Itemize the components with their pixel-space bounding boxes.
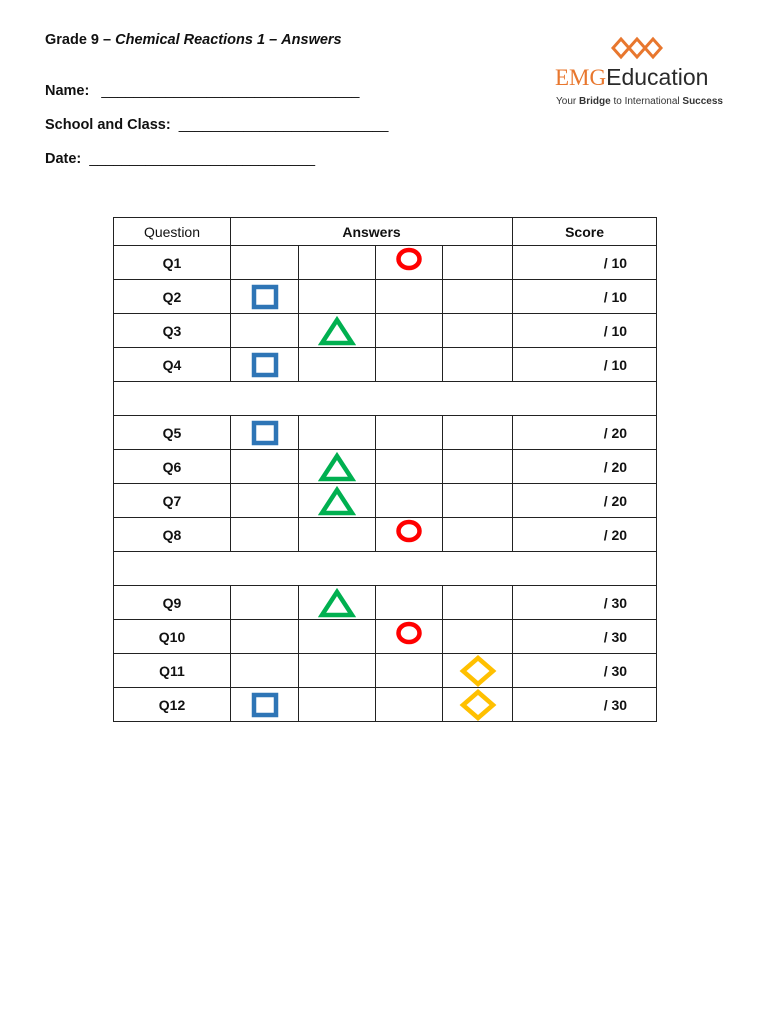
table-row xyxy=(114,314,657,348)
score-cell: / 10 xyxy=(513,348,657,382)
logo-tagline: Your Bridge to International Success xyxy=(556,96,723,107)
name-field[interactable] xyxy=(45,83,359,99)
answer-cell[interactable] xyxy=(231,348,299,382)
school-class-field[interactable] xyxy=(45,117,388,133)
answer-cell[interactable] xyxy=(231,484,299,518)
square-mark-icon xyxy=(251,284,279,310)
answer-cell[interactable] xyxy=(443,314,513,348)
school-label: School and Class: xyxy=(45,117,171,133)
answer-cell[interactable] xyxy=(299,654,376,688)
answer-cell[interactable] xyxy=(376,620,443,654)
answer-cell[interactable] xyxy=(231,518,299,552)
question-label: Q2 xyxy=(114,280,231,314)
answer-cell[interactable] xyxy=(299,246,376,280)
square-mark-icon xyxy=(251,352,279,378)
triangle-mark-icon xyxy=(318,588,356,618)
answer-cell[interactable] xyxy=(231,314,299,348)
triangle-mark-icon xyxy=(318,452,356,482)
table-row xyxy=(114,620,657,654)
answer-cell[interactable] xyxy=(299,484,376,518)
score-cell: / 30 xyxy=(513,620,657,654)
answer-cell[interactable] xyxy=(299,586,376,620)
question-label: Q4 xyxy=(114,348,231,382)
logo-wordmark xyxy=(555,64,708,91)
table-row xyxy=(114,280,657,314)
table-row xyxy=(114,586,657,620)
square-mark-icon xyxy=(251,692,279,718)
question-label: Q3 xyxy=(114,314,231,348)
answer-cell[interactable] xyxy=(299,518,376,552)
circle-mark-icon xyxy=(394,246,424,272)
answer-cell[interactable] xyxy=(443,416,513,450)
triangle-mark-icon xyxy=(318,316,356,346)
answer-cell[interactable] xyxy=(299,620,376,654)
page-title: Grade 9 – Chemical Reactions 1 – Answers xyxy=(45,32,342,48)
answer-cell[interactable] xyxy=(231,416,299,450)
answer-cell[interactable] xyxy=(376,416,443,450)
table-row xyxy=(114,348,657,382)
answer-cell[interactable] xyxy=(376,246,443,280)
name-label: Name: xyxy=(45,83,90,99)
score-cell: / 10 xyxy=(513,314,657,348)
question-label: Q7 xyxy=(114,484,231,518)
header-score: Score xyxy=(513,218,657,246)
diamond-mark-icon xyxy=(459,654,497,688)
title-topic: Chemical Reactions 1 xyxy=(115,32,266,48)
answer-cell[interactable] xyxy=(376,688,443,722)
table-row xyxy=(114,450,657,484)
table-row xyxy=(114,518,657,552)
circle-mark-icon xyxy=(394,620,424,646)
answer-cell[interactable] xyxy=(376,348,443,382)
answer-cell[interactable] xyxy=(231,586,299,620)
logo-emg: EMG xyxy=(555,65,607,90)
answer-cell[interactable] xyxy=(231,688,299,722)
answer-cell[interactable] xyxy=(443,620,513,654)
section-gap-row xyxy=(114,552,657,586)
answer-cell[interactable] xyxy=(376,518,443,552)
answer-cell[interactable] xyxy=(443,246,513,280)
answer-cell[interactable] xyxy=(443,518,513,552)
answer-cell[interactable] xyxy=(443,654,513,688)
logo-education: Education xyxy=(606,64,709,90)
score-cell: / 30 xyxy=(513,586,657,620)
header-question: Question xyxy=(114,218,231,246)
table-row xyxy=(114,484,657,518)
answer-cell[interactable] xyxy=(443,484,513,518)
date-field[interactable] xyxy=(45,151,315,167)
header-answers: Answers xyxy=(231,218,513,246)
answer-cell[interactable] xyxy=(443,348,513,382)
question-label: Q8 xyxy=(114,518,231,552)
date-label: Date: xyxy=(45,151,82,167)
triangle-mark-icon xyxy=(318,486,356,516)
title-suffix: Answers xyxy=(281,32,342,48)
square-mark-icon xyxy=(251,420,279,446)
answer-cell[interactable] xyxy=(443,280,513,314)
table-row xyxy=(114,654,657,688)
answer-cell[interactable] xyxy=(376,484,443,518)
score-cell: / 10 xyxy=(513,280,657,314)
answer-cell[interactable] xyxy=(443,586,513,620)
section-gap-row xyxy=(114,382,657,416)
school-line[interactable]: __________________________ xyxy=(178,117,389,133)
chain-logo-icon xyxy=(609,34,665,62)
question-label: Q12 xyxy=(114,688,231,722)
answer-cell[interactable] xyxy=(443,688,513,722)
answer-cell[interactable] xyxy=(376,586,443,620)
question-label: Q10 xyxy=(114,620,231,654)
circle-mark-icon xyxy=(394,518,424,544)
table-row xyxy=(114,246,657,280)
answer-cell[interactable] xyxy=(376,280,443,314)
answer-cell[interactable] xyxy=(299,280,376,314)
answer-cell[interactable] xyxy=(443,450,513,484)
answer-cell[interactable] xyxy=(376,450,443,484)
score-cell: / 10 xyxy=(513,246,657,280)
answer-cell[interactable] xyxy=(231,450,299,484)
score-cell: / 20 xyxy=(513,518,657,552)
answer-cell[interactable] xyxy=(231,620,299,654)
title-sep: – xyxy=(269,32,278,48)
answer-cell[interactable] xyxy=(231,654,299,688)
score-cell: / 30 xyxy=(513,654,657,688)
question-label: Q5 xyxy=(114,416,231,450)
section-gap-cell xyxy=(114,382,657,416)
table-row xyxy=(114,416,657,450)
answer-cell[interactable] xyxy=(299,450,376,484)
answer-table xyxy=(113,217,657,722)
answer-cell[interactable] xyxy=(299,348,376,382)
answer-cell[interactable] xyxy=(376,314,443,348)
question-label: Q11 xyxy=(114,654,231,688)
answer-cell[interactable] xyxy=(299,314,376,348)
score-cell: / 30 xyxy=(513,688,657,722)
name-line[interactable]: ________________________________ xyxy=(101,83,360,99)
table-header-row xyxy=(114,218,657,246)
score-cell: / 20 xyxy=(513,416,657,450)
question-label: Q6 xyxy=(114,450,231,484)
answer-cell[interactable] xyxy=(231,280,299,314)
question-label: Q9 xyxy=(114,586,231,620)
score-cell: / 20 xyxy=(513,450,657,484)
section-gap-cell xyxy=(114,552,657,586)
emg-logo xyxy=(555,34,725,110)
date-line[interactable]: ____________________________ xyxy=(89,151,316,167)
score-cell: / 20 xyxy=(513,484,657,518)
diamond-mark-icon xyxy=(459,688,497,722)
answer-cell[interactable] xyxy=(299,416,376,450)
question-label: Q1 xyxy=(114,246,231,280)
answer-cell[interactable] xyxy=(299,688,376,722)
table-row xyxy=(114,688,657,722)
answer-cell[interactable] xyxy=(231,246,299,280)
answer-cell[interactable] xyxy=(376,654,443,688)
